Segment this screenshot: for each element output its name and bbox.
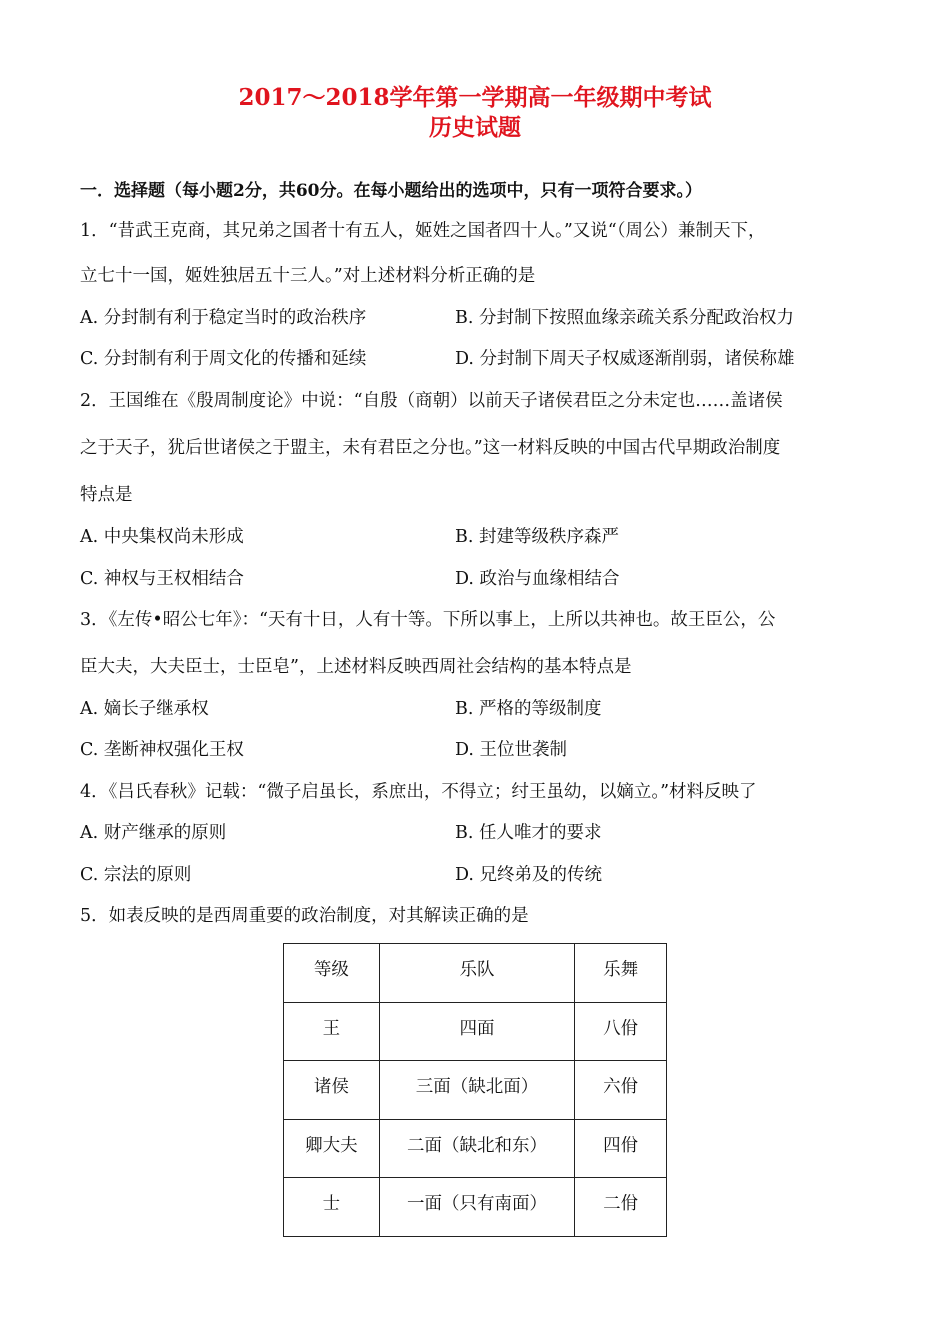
- table-cell: 卿大夫: [284, 1119, 380, 1178]
- table-header-cell: 乐舞: [575, 944, 667, 1003]
- table-row: [284, 1061, 667, 1120]
- section-heading: 一．选择题（每小题2分，共60分。在每小题给出的选项中，只有一项符合要求。）: [80, 181, 702, 201]
- rites-table: [283, 943, 667, 1237]
- question-5-line-1: 5．如表反映的是西周重要的政治制度，对其解读正确的是: [80, 906, 529, 926]
- question-4-line-1: 4．《吕氏春秋》记载：“微子启虽长，系庶出，不得立；纣王虽幼，以嫡立。”材料反映了: [80, 782, 757, 802]
- question-1-option-c: C. 分封制有利于周文化的传播和延续: [80, 349, 367, 369]
- question-4-option-b: B. 任人唯才的要求: [455, 823, 602, 843]
- table-header-cell: 乐队: [379, 944, 574, 1003]
- table-cell: 一面（只有南面）: [379, 1178, 574, 1237]
- question-2-option-a: A. 中央集权尚未形成: [80, 527, 244, 547]
- question-2-option-c: C. 神权与王权相结合: [80, 569, 244, 589]
- table-cell: 四面: [379, 1002, 574, 1061]
- question-2-option-d: D. 政治与血缘相结合: [455, 569, 620, 589]
- question-2-line-1: 2．王国维在《殷周制度论》中说：“自殷（商朝）以前天子诸侯君臣之分未定也……盖诸侯: [80, 391, 783, 411]
- table-row: [284, 1002, 667, 1061]
- table-cell: 二面（缺北和东）: [379, 1119, 574, 1178]
- table-cell: 二佾: [575, 1178, 667, 1237]
- question-1-option-d: D. 分封制下周天子权威逐渐削弱，诸侯称雄: [455, 349, 795, 369]
- exam-subject-title: 历史试题: [429, 114, 521, 141]
- question-4-option-c: C. 宗法的原则: [80, 865, 192, 885]
- question-3-line-1: 3．《左传•昭公七年》：“天有十日，人有十等。下所以事上，上所以共神也。故王臣公，公: [80, 610, 776, 630]
- question-1-option-a: A. 分封制有利于稳定当时的政治秩序: [80, 308, 367, 328]
- question-3-line-2: 臣大夫，大夫臣士，士臣皂”，上述材料反映西周社会结构的基本特点是: [80, 657, 632, 677]
- table-cell: 三面（缺北面）: [379, 1061, 574, 1120]
- table-cell: 六佾: [575, 1061, 667, 1120]
- table-cell: 王: [284, 1002, 380, 1061]
- question-1-line-2: 立七十一国，姬姓独居五十三人。”对上述材料分析正确的是: [80, 266, 536, 286]
- exam-title: 2017～2018学年第一学期高一年级期中考试: [238, 84, 712, 111]
- table-cell: 四佾: [575, 1119, 667, 1178]
- question-2-option-b: B. 封建等级秩序森严: [455, 527, 619, 547]
- question-1-line-1: 1．“昔武王克商，其兄弟之国者十有五人，姬姓之国者四十人。”又说“（周公）兼制天下，: [80, 221, 766, 241]
- question-3-option-b: B. 严格的等级制度: [455, 699, 602, 719]
- table-cell: 诸侯: [284, 1061, 380, 1120]
- table-cell: 士: [284, 1178, 380, 1237]
- table-row: [284, 1178, 667, 1237]
- question-3-option-a: A. 嫡长子继承权: [80, 699, 209, 719]
- question-4-option-a: A. 财产继承的原则: [80, 823, 227, 843]
- question-3-option-c: C. 垄断神权强化王权: [80, 740, 244, 760]
- question-3-option-d: D. 王位世袭制: [455, 740, 568, 760]
- question-4-option-d: D. 兄终弟及的传统: [455, 865, 603, 885]
- table-cell: 八佾: [575, 1002, 667, 1061]
- table-row: [284, 1119, 667, 1178]
- table-header-row: [284, 944, 667, 1003]
- question-2-line-3: 特点是: [80, 485, 133, 505]
- question-1-option-b: B. 分封制下按照血缘亲疏关系分配政治权力: [455, 308, 794, 328]
- table-header-cell: 等级: [284, 944, 380, 1003]
- question-2-line-2: 之于天子，犹后世诸侯之于盟主，未有君臣之分也。”这一材料反映的中国古代早期政治制度: [80, 438, 781, 458]
